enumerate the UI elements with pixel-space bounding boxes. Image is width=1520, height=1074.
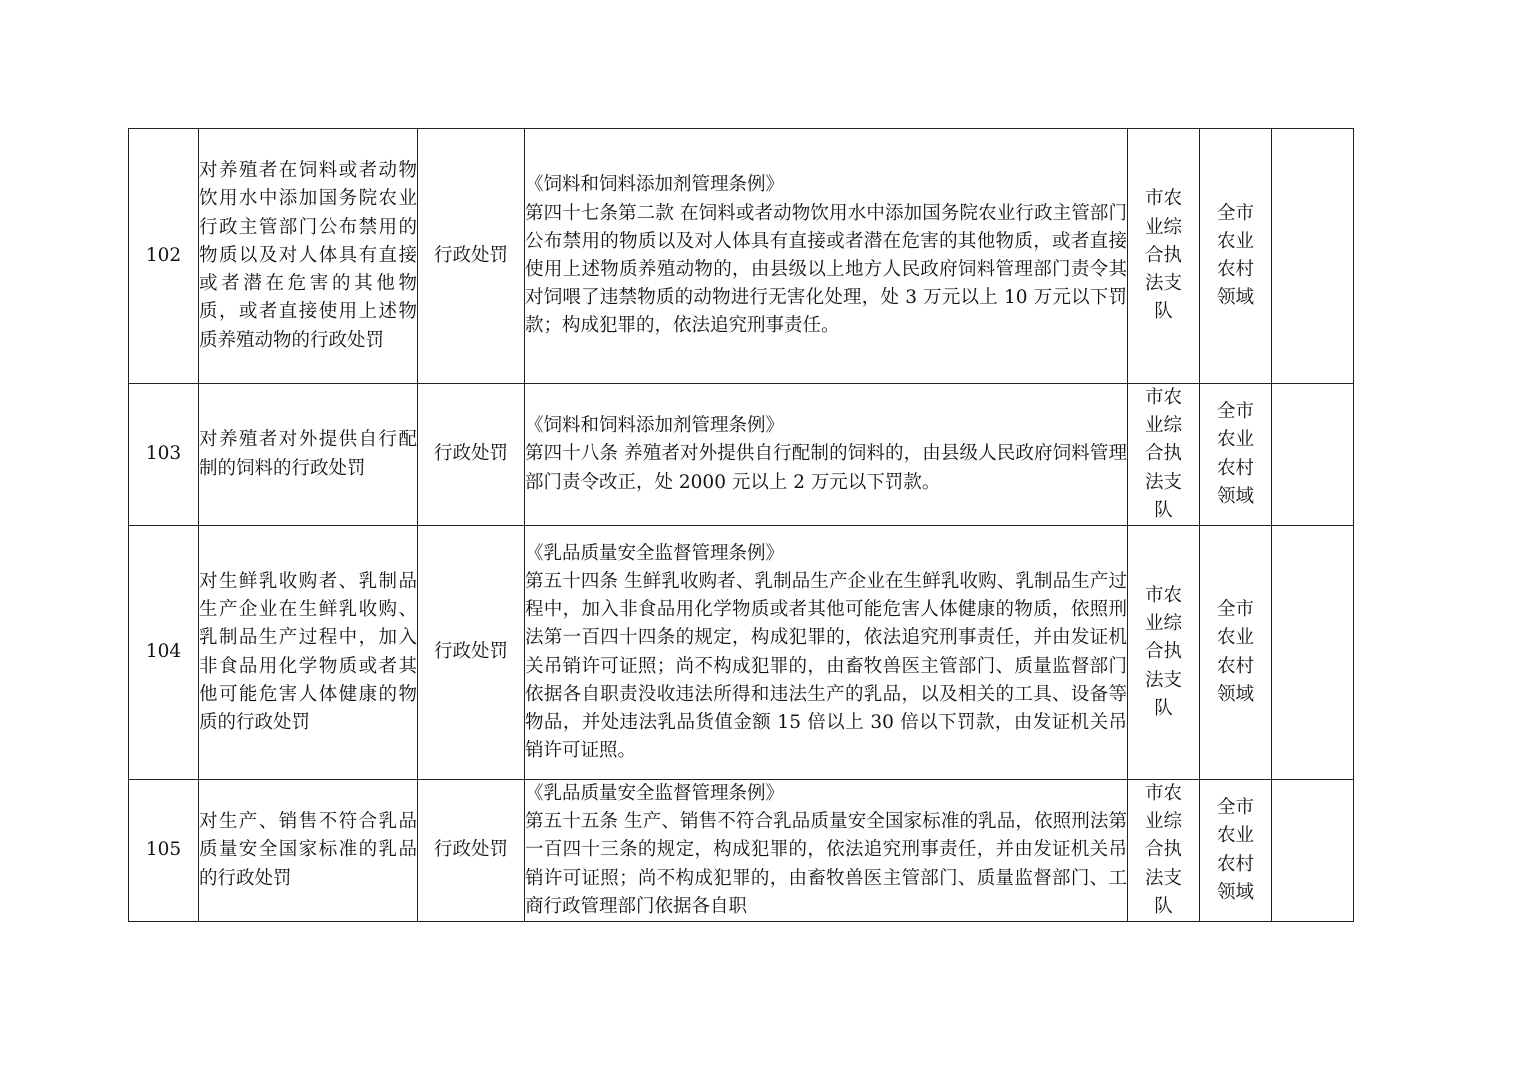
item-name: 对生鲜乳收购者、乳制品生产企业在生鲜乳收购、乳制品生产过程中，加入非食品用化学物质或者其他可能危害人体健康的物质的行政处罚 [199, 526, 418, 780]
law-title: 《乳品质量安全监督管理条例》 [525, 542, 785, 564]
remarks [1272, 780, 1354, 922]
enforcement-unit: 市农业综合执法支队 [1128, 384, 1200, 526]
enforcement-unit: 市农业综合执法支队 [1128, 526, 1200, 780]
remarks [1272, 526, 1354, 780]
item-name: 对养殖者对外提供自行配制的饲料的行政处罚 [199, 384, 418, 526]
law-text: 第四十七条第二款 在饲料或者动物饮用水中添加国务院农业行政主管部门公布禁用的物质以及对人体具有直接或者潜在危害的其他物质，或者直接使用上述物质养殖动物的，由县级以上地方人民政府饲料管理部门责令其对饲喂了违禁物质的动物进行无害化处理，处 3 万元以上 10 万元以下罚款；构成犯罪的，依法追究刑事责任。 [525, 202, 1127, 337]
jurisdiction-scope: 全市农业农村领域 [1200, 384, 1272, 526]
legal-basis [525, 129, 1128, 384]
item-name: 对养殖者在饲料或者动物饮用水中添加国务院农业行政主管部门公布禁用的物质以及对人体具有直接或者潜在危害的其他物质，或者直接使用上述物质养殖动物的行政处罚 [199, 129, 418, 384]
remarks [1272, 129, 1354, 384]
legal-basis [525, 384, 1128, 526]
table-row [129, 526, 1354, 780]
law-text: 第五十五条 生产、销售不符合乳品质量安全国家标准的乳品，依照刑法第一百四十三条的规定，构成犯罪的，依法追究刑事责任，并由发证机关吊销许可证照；尚不构成犯罪的，由畜牧兽医主管部门、质量监督部门、工商行政管理部门依据各自职 [525, 811, 1127, 917]
item-number: 104 [129, 526, 199, 780]
item-type: 行政处罚 [418, 780, 525, 922]
item-number: 105 [129, 780, 199, 922]
law-title: 《饲料和饲料添加剂管理条例》 [525, 174, 785, 196]
item-type: 行政处罚 [418, 526, 525, 780]
law-text: 第四十八条 养殖者对外提供自行配制的饲料的，由县级人民政府饲料管理部门责令改正，处 2000 元以上 2 万元以下罚款。 [525, 443, 1127, 493]
item-type: 行政处罚 [418, 129, 525, 384]
table-row [129, 129, 1354, 384]
legal-basis [525, 780, 1128, 922]
item-type: 行政处罚 [418, 384, 525, 526]
item-name: 对生产、销售不符合乳品质量安全国家标准的乳品的行政处罚 [199, 780, 418, 922]
jurisdiction-scope: 全市农业农村领域 [1200, 129, 1272, 384]
legal-basis [525, 526, 1128, 780]
remarks [1272, 384, 1354, 526]
jurisdiction-scope: 全市农业农村领域 [1200, 780, 1272, 922]
table-row [129, 780, 1354, 922]
item-number: 102 [129, 129, 199, 384]
item-number: 103 [129, 384, 199, 526]
enforcement-items-table [128, 128, 1354, 922]
law-title: 《饲料和饲料添加剂管理条例》 [525, 415, 785, 437]
jurisdiction-scope: 全市农业农村领域 [1200, 526, 1272, 780]
law-title: 《乳品质量安全监督管理条例》 [525, 783, 785, 805]
enforcement-unit: 市农业综合执法支队 [1128, 780, 1200, 922]
table-row [129, 384, 1354, 526]
enforcement-unit: 市农业综合执法支队 [1128, 129, 1200, 384]
law-text: 第五十四条 生鲜乳收购者、乳制品生产企业在生鲜乳收购、乳制品生产过程中，加入非食品用化学物质或者其他可能危害人体健康的物质，依照刑法第一百四十四条的规定，构成犯罪的，依法追究刑事责任，并由发证机关吊销许可证照；尚不构成犯罪的，由畜牧兽医主管部门、质量监督部门依据各自职责没收违法所得和违法生产的乳品，以及相关的工具、设备等物品，并处违法乳品货值金额 15 倍以上 30 倍以下罚款，由发证机关吊销许可证照。 [525, 570, 1127, 762]
